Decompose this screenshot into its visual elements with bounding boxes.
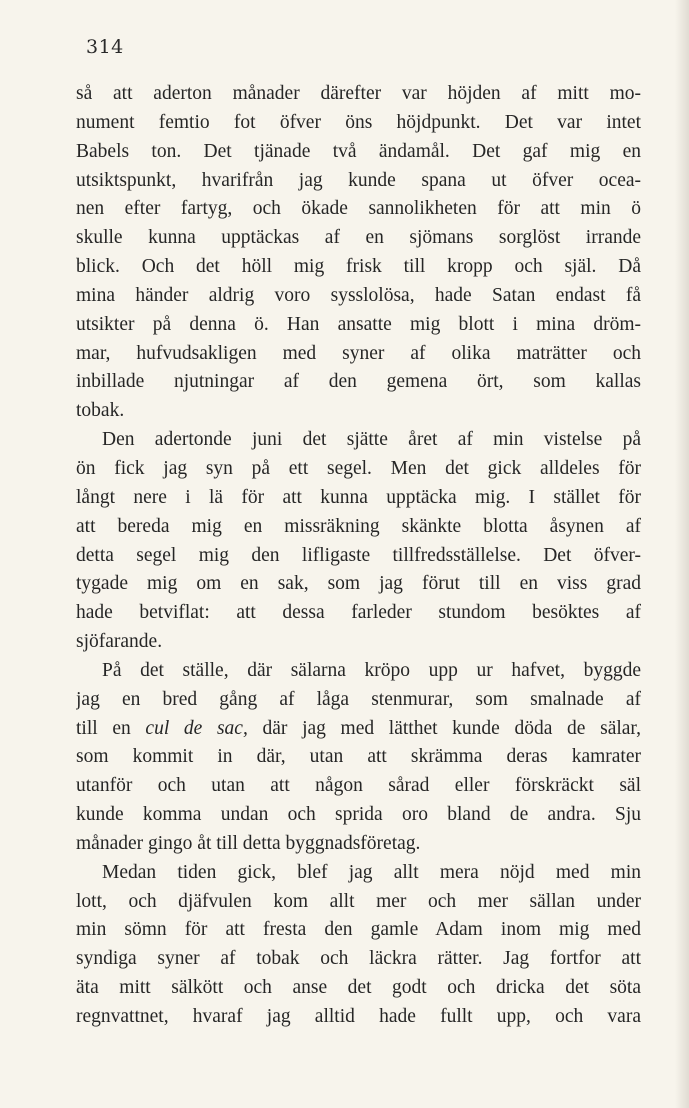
- text-line: tobak.: [76, 400, 125, 422]
- text-line: kunde komma undan och sprida oro bland de andra. Sju: [76, 804, 641, 826]
- text-line: utsiktspunkt, hvarifrån jag kunde spana ut öfver ocea-: [76, 169, 641, 191]
- text-line: regnvattnet, hvaraf jag alltid hade fullt upp, och vara: [76, 1006, 641, 1027]
- body-text: [76, 80, 641, 1032]
- text-line: inbillade njutningar af den gemena ört, som kallas: [76, 371, 641, 393]
- text-line: mar, hufvudsakligen med syner af olika maträtter och: [76, 342, 641, 364]
- text-line: jag en bred gång af låga stenmurar, som smalnade af: [76, 688, 641, 710]
- text-line: ön fick jag syn på ett segel. Men det gick alldeles för: [76, 457, 641, 479]
- text-line: att bereda mig en missräkning skänkte blotta åsynen af: [76, 515, 641, 537]
- text-line: skulle kunna upptäckas af en sjömans sorglöst irrande: [76, 227, 641, 249]
- page-number: 314: [86, 36, 124, 58]
- text-line: lott, och djäfvulen kom allt mer och mer sällan under: [76, 890, 641, 912]
- text-fragment: till en: [76, 717, 131, 739]
- text-line: min sömn för att fresta den gamle Adam inom mig med: [76, 919, 641, 941]
- text-line-with-italic: [76, 715, 641, 744]
- text-fragment: där jag med lätthet kunde döda de sälar,: [262, 717, 641, 739]
- page-edge-shadow: [675, 0, 689, 1108]
- text-line: äta mitt sälkött och anse det godt och dricka det söta: [76, 977, 641, 999]
- text-line: som kommit in där, utan att skrämma deras kamrater: [76, 746, 641, 768]
- text-line: detta segel mig den lifligaste tillfredsställelse. Det öfver-: [76, 544, 641, 566]
- text-line: hade betviflat: att dessa farleder stundom besöktes af: [76, 602, 641, 624]
- text-line: utsikter på denna ö. Han ansatte mig blott i mina dröm-: [76, 313, 641, 335]
- text-line: tygade mig om en sak, som jag förut till en viss grad: [76, 573, 641, 595]
- text-line: nen efter fartyg, och ökade sannolikheten för att min ö: [76, 198, 641, 220]
- text-line: mina händer aldrig voro sysslolösa, hade Satan endast få: [76, 284, 641, 306]
- text-line: Babels ton. Det tjänade två ändamål. Det gaf mig en: [76, 140, 641, 162]
- text-line: syndiga syner af tobak och läckra rätter. Jag fortfor att: [76, 948, 641, 970]
- text-line: utanför och utan att någon sårad eller förskräckt säl: [76, 775, 641, 797]
- text-line: nument femtio fot öfver öns höjdpunkt. Det var intet: [76, 111, 641, 133]
- italic-phrase: cul de sac,: [145, 717, 248, 739]
- text-line: långt nere i lä för att kunna upptäcka mig. I stället för: [76, 486, 641, 508]
- text-line: På det ställe, där sälarna kröpo upp ur hafvet, byggde: [102, 659, 641, 681]
- text-line: Den adertonde juni det sjätte året af min vistelse på: [102, 429, 641, 451]
- text-line: Medan tiden gick, blef jag allt mera nöjd med min: [102, 861, 641, 883]
- text-line: så att aderton månader därefter var höjden af mitt mo-: [76, 83, 641, 104]
- text-line: blick. Och det höll mig frisk till kropp och själ. Då: [76, 256, 641, 278]
- text-line: sjöfarande.: [76, 631, 163, 653]
- text-line: månader gingo åt till detta byggnadsföretag.: [76, 832, 421, 854]
